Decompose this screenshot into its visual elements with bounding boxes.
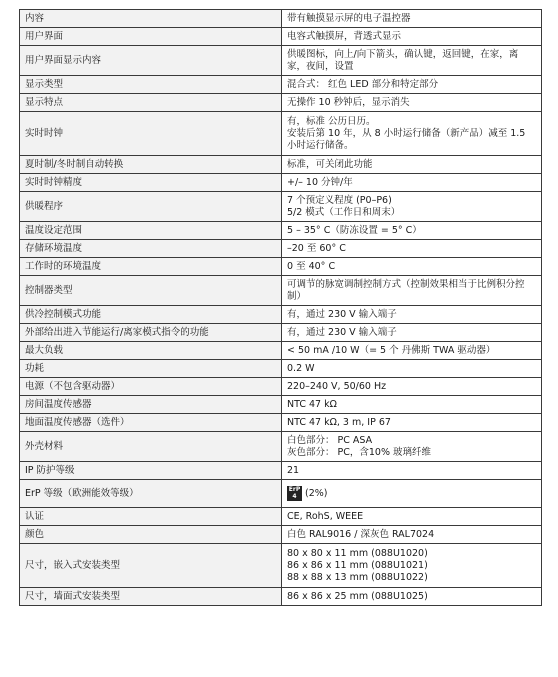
spec-value [282,10,542,28]
spec-value [282,324,542,342]
table-row [20,360,542,378]
erp-class-icon [287,486,302,501]
spec-value [282,414,542,432]
spec-value [282,112,542,156]
spec-value [282,480,542,508]
spec-value-line: 86 x 86 x 25 mm (088U1025) [287,590,428,602]
spec-label: 外壳材料 [20,432,282,462]
table-row [20,258,542,276]
spec-label: 内容 [20,10,282,28]
spec-label: 地面温度传感器（选件） [20,414,282,432]
spec-value-line: 白色部分： PC ASA [287,434,373,446]
spec-label: 用户界面显示内容 [20,46,282,76]
spec-value-line: 供暖图标，向上/向下箭头，确认键，返回键，在家，离家，夜间，设置 [287,48,519,72]
spec-value [282,544,542,588]
spec-value-line: 0 至 40° C [287,260,336,272]
spec-value [282,28,542,46]
spec-value-line: 5 – 35° C（防冻设置 = 5° C） [287,224,422,236]
spec-value [282,46,542,76]
spec-value-line: < 50 mA /10 W（= 5 个 丹佛斯 TWA 驱动器） [287,344,496,356]
table-row [20,76,542,94]
spec-label: 显示类型 [20,76,282,94]
table-row [20,526,542,544]
spec-value-line: 安装后第 10 年，从 8 小时运行储备（新产品）减至 1.5 小时运行储备。 [287,127,526,151]
spec-label: 供暖程序 [20,192,282,222]
spec-label: ErP 等级（欧洲能效等级） [20,480,282,508]
spec-value [282,396,542,414]
spec-label: 用户界面 [20,28,282,46]
spec-label: 尺寸，嵌入式安装类型 [20,544,282,588]
spec-label: 显示特点 [20,94,282,112]
spec-value-line: –20 至 60° C [287,242,346,254]
spec-label: 温度设定范围 [20,222,282,240]
spec-value-line: 0.2 W [287,362,315,374]
spec-value-line: 标准，可关闭此功能 [287,158,373,170]
spec-value [282,342,542,360]
table-row [20,306,542,324]
spec-value-line: 电容式触摸屏，背透式显示 [287,30,402,42]
spec-value-line: 混合式： 红色 LED 部分和特定部分 [287,78,439,90]
spec-label: 外部给出进入节能运行/离家模式指令的功能 [20,324,282,342]
spec-value [282,258,542,276]
spec-value-line: 5/2 模式（工作日和周末） [287,206,401,218]
spec-label: 实时时钟 [20,112,282,156]
spec-value-line: 可调节的脉宽调制控制方式（控制效果相当于比例积分控制） [287,278,525,302]
table-row [20,156,542,174]
spec-value [282,222,542,240]
table-row [20,462,542,480]
spec-value [282,462,542,480]
spec-value [282,526,542,544]
table-row [20,378,542,396]
spec-value-line: 88 x 88 x 13 mm (088U1022) [287,571,428,583]
table-row [20,480,542,508]
table-row [20,276,542,306]
spec-value-line: 白色 RAL9016 / 深灰色 RAL7024 [287,528,435,540]
spec-value-line: (2%) [305,488,328,499]
table-row [20,324,542,342]
table-row [20,112,542,156]
erp-badge-bottom: 4 [292,493,297,500]
spec-label: 颜色 [20,526,282,544]
spec-label: 房间温度传感器 [20,396,282,414]
spec-label: 尺寸，墙面式安装类型 [20,588,282,606]
spec-value [282,360,542,378]
spec-label: 供冷控制模式功能 [20,306,282,324]
spec-value-line: NTC 47 kΩ [287,398,337,410]
spec-value-line: 有，通过 230 V 输入端子 [287,308,397,320]
table-row [20,240,542,258]
spec-value-line: 7 个预定义程度 (P0–P6) [287,194,392,206]
spec-label: 实时时钟精度 [20,174,282,192]
table-row [20,432,542,462]
spec-value-line: NTC 47 kΩ, 3 m, IP 67 [287,416,391,428]
table-row [20,588,542,606]
table-row [20,192,542,222]
spec-value [282,276,542,306]
spec-value [282,432,542,462]
spec-value-line: 80 x 80 x 11 mm (088U1020) [287,547,428,559]
spec-table [19,9,542,606]
spec-table-body [20,10,542,606]
spec-label: 认证 [20,508,282,526]
spec-label: 工作时的环境温度 [20,258,282,276]
spec-label: 电源（不包含驱动器） [20,378,282,396]
spec-value [282,378,542,396]
spec-value-line: CE, RohS, WEEE [287,510,364,522]
spec-label: 控制器类型 [20,276,282,306]
spec-value-line: 灰色部分： PC，含10% 玻璃纤维 [287,446,432,458]
table-row [20,342,542,360]
spec-value-line: 有，标准 公历日历。 [287,115,376,127]
spec-value [282,508,542,526]
spec-label: 最大负载 [20,342,282,360]
spec-label: 功耗 [20,360,282,378]
spec-table-container [19,9,541,606]
spec-value-line: 无操作 10 秒钟后，显示消失 [287,96,410,108]
table-row [20,508,542,526]
table-row [20,174,542,192]
spec-label: IP 防护等级 [20,462,282,480]
spec-value-line: 带有触摸显示屏的电子温控器 [287,12,411,24]
spec-value [282,588,542,606]
spec-label: 存储环境温度 [20,240,282,258]
table-row [20,10,542,28]
spec-value-line: 86 x 86 x 11 mm (088U1021) [287,559,428,571]
spec-value [282,156,542,174]
table-row [20,222,542,240]
spec-value [282,306,542,324]
spec-value [282,76,542,94]
table-row [20,414,542,432]
table-row [20,94,542,112]
table-row [20,544,542,588]
spec-value-line: 21 [287,464,300,476]
spec-value-line: 有，通过 230 V 输入端子 [287,326,397,338]
spec-value [282,240,542,258]
spec-value [282,174,542,192]
spec-value [282,192,542,222]
table-row [20,396,542,414]
erp-badge-top: ErP [288,486,301,493]
spec-value-line: +/– 10 分钟/年 [287,176,353,188]
spec-label: 夏时制/冬时制自动转换 [20,156,282,174]
spec-value-line: 220–240 V, 50/60 Hz [287,380,387,392]
table-row [20,46,542,76]
table-row [20,28,542,46]
spec-value [282,94,542,112]
